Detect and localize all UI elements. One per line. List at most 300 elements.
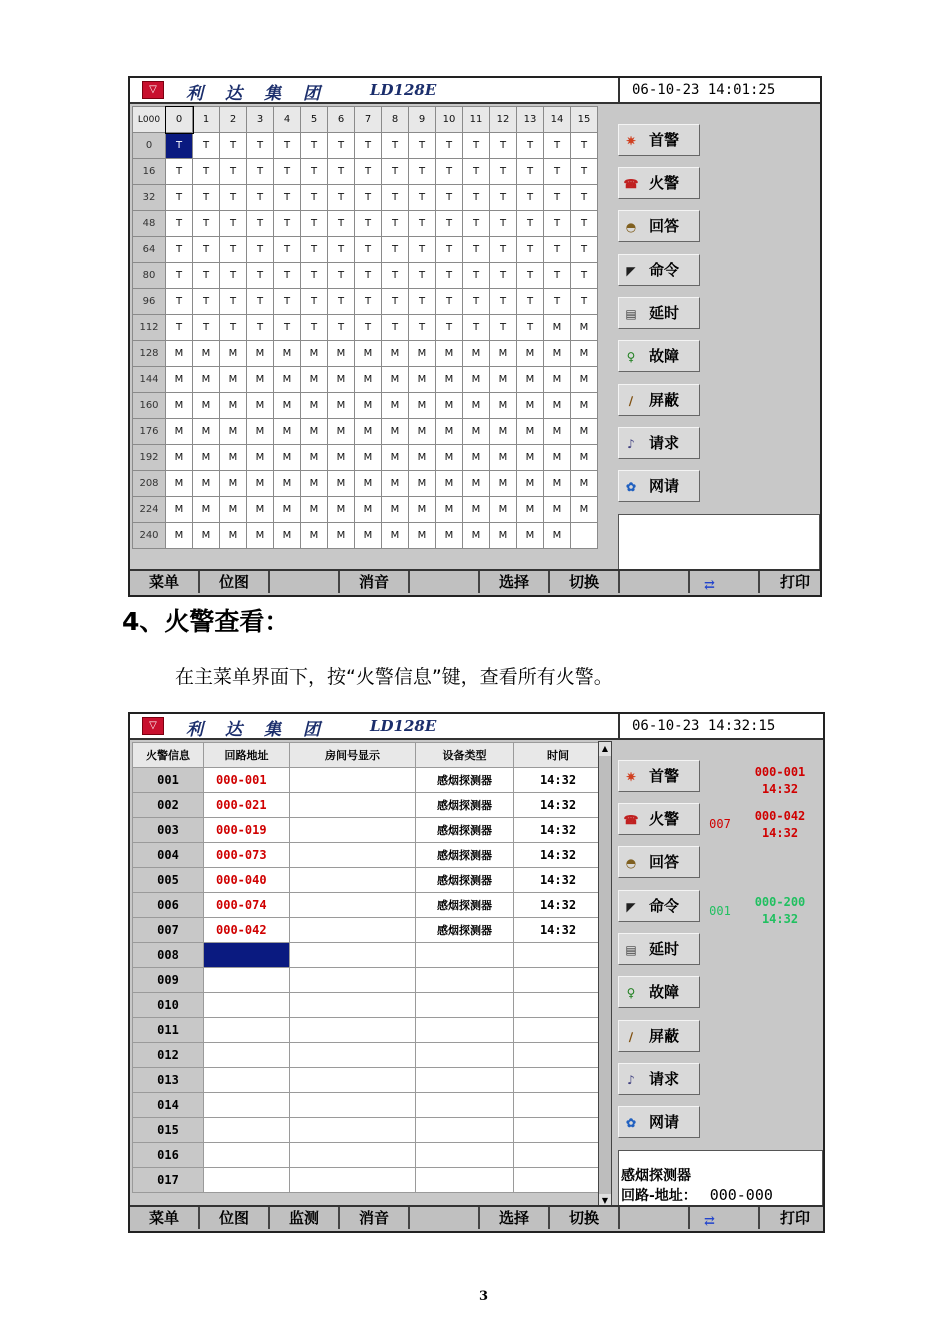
cell-no[interactable]: 016 [133,1143,204,1168]
grid-cell[interactable]: M [274,341,301,367]
grid-cell[interactable]: M [166,367,193,393]
grid-cell[interactable]: M [166,419,193,445]
toolbar-button-1[interactable]: 菜单 [130,1207,200,1229]
grid-cell[interactable]: M [220,445,247,471]
grid-cell[interactable]: M [220,497,247,523]
grid-cell[interactable]: M [274,419,301,445]
grid-cell[interactable]: T [409,159,436,185]
column-header[interactable]: 0 [166,107,193,133]
side-button-7[interactable] [618,384,700,416]
toolbar-button-2[interactable]: 位图 [200,1207,270,1229]
grid-cell[interactable]: T [166,289,193,315]
grid-cell[interactable]: M [436,419,463,445]
cell-time[interactable] [514,1043,603,1068]
cell-addr[interactable] [204,1043,290,1068]
side-button-9[interactable] [618,470,700,502]
grid-cell[interactable]: T [274,263,301,289]
grid-cell[interactable]: T [166,185,193,211]
cell-time[interactable]: 14:32 [514,793,603,818]
table-row[interactable] [133,1043,603,1068]
grid-cell[interactable]: M [220,367,247,393]
grid-cell[interactable]: M [409,367,436,393]
grid-cell[interactable]: T [382,237,409,263]
table-row[interactable] [133,1018,603,1043]
cell-dev[interactable]: 感烟探测器 [416,793,514,818]
grid-cell[interactable]: M [409,393,436,419]
side-button-3[interactable] [618,210,700,242]
grid-cell[interactable]: T [436,237,463,263]
toolbar-button-8[interactable] [620,1207,690,1229]
grid-cell[interactable]: M [193,367,220,393]
grid-cell[interactable]: T [193,211,220,237]
grid-cell[interactable]: T [166,159,193,185]
grid-cell[interactable]: T [436,133,463,159]
grid-cell[interactable]: M [571,367,598,393]
grid-cell[interactable]: T [382,133,409,159]
cell-no[interactable]: 011 [133,1018,204,1043]
table-row[interactable] [133,893,603,918]
grid-cell[interactable]: M [463,419,490,445]
grid-cell[interactable]: T [355,315,382,341]
grid-cell[interactable]: T [301,263,328,289]
grid-cell[interactable]: T [274,289,301,315]
toolbar-button-1[interactable]: 菜单 [130,571,200,593]
side-button-2[interactable] [618,167,700,199]
grid-cell[interactable]: T [166,237,193,263]
grid-cell[interactable]: M [436,445,463,471]
grid-cell[interactable]: M [247,419,274,445]
grid-cell[interactable]: M [166,393,193,419]
grid-cell[interactable]: M [517,341,544,367]
side-button-8[interactable] [618,1063,700,1095]
grid-cell[interactable]: M [193,523,220,549]
table-row[interactable] [133,793,603,818]
grid-cell[interactable]: M [571,341,598,367]
grid-cell[interactable]: M [193,471,220,497]
toolbar-button-10[interactable]: 打印 [760,1207,825,1229]
grid-cell[interactable]: T [247,289,274,315]
column-header[interactable]: 2 [220,107,247,133]
grid-cell[interactable]: M [517,445,544,471]
grid-cell[interactable]: M [301,471,328,497]
grid-cell[interactable]: T [544,133,571,159]
grid-cell[interactable]: T [193,133,220,159]
toolbar-button-2[interactable]: 位图 [200,571,270,593]
grid-cell[interactable]: T [193,185,220,211]
grid-cell[interactable]: M [436,367,463,393]
grid-cell[interactable]: T [517,211,544,237]
grid-cell[interactable]: T [409,185,436,211]
grid-cell[interactable]: M [355,445,382,471]
grid-cell[interactable]: M [220,419,247,445]
grid-cell[interactable]: T [301,133,328,159]
grid-cell[interactable]: M [220,523,247,549]
grid-cell[interactable]: T [247,263,274,289]
grid-cell[interactable]: T [490,237,517,263]
grid-cell[interactable]: M [301,367,328,393]
grid-cell[interactable]: M [247,471,274,497]
grid-cell[interactable]: M [409,419,436,445]
cell-dev[interactable]: 感烟探测器 [416,818,514,843]
cell-no[interactable]: 001 [133,768,204,793]
column-header[interactable]: 9 [409,107,436,133]
grid-cell[interactable]: M [409,341,436,367]
grid-cell[interactable]: M [382,367,409,393]
toolbar-button-5[interactable] [410,1207,480,1229]
column-header[interactable]: 3 [247,107,274,133]
column-header[interactable]: 14 [544,107,571,133]
cell-addr[interactable]: 000-001 [204,768,290,793]
grid-cell[interactable]: M [490,445,517,471]
grid-cell[interactable]: M [463,523,490,549]
cell-room[interactable] [290,1043,416,1068]
grid-cell[interactable]: M [436,497,463,523]
grid-cell[interactable]: M [517,419,544,445]
column-header[interactable]: 13 [517,107,544,133]
grid-cell[interactable]: T [220,289,247,315]
grid-cell[interactable]: T [544,159,571,185]
grid-cell[interactable]: M [274,497,301,523]
grid-cell[interactable]: M [463,497,490,523]
cell-dev[interactable]: 感烟探测器 [416,868,514,893]
cell-room[interactable] [290,818,416,843]
cell-room[interactable] [290,968,416,993]
grid-cell[interactable]: T [355,211,382,237]
grid-cell[interactable]: T [490,263,517,289]
cell-addr[interactable] [204,1143,290,1168]
grid-cell[interactable]: M [517,367,544,393]
grid-cell[interactable]: M [355,523,382,549]
grid-cell[interactable]: T [463,211,490,237]
grid-cell[interactable]: M [544,523,571,549]
grid-cell[interactable]: T [274,315,301,341]
cell-room[interactable] [290,993,416,1018]
grid-cell[interactable]: M [490,419,517,445]
grid-cell[interactable]: M [247,341,274,367]
grid-cell[interactable]: T [490,185,517,211]
grid-cell[interactable]: M [463,471,490,497]
grid-cell[interactable]: M [490,523,517,549]
grid-cell[interactable]: T [382,185,409,211]
grid-cell[interactable]: T [301,289,328,315]
side-button-3[interactable] [618,846,700,878]
grid-cell[interactable]: M [490,341,517,367]
column-header[interactable]: 8 [382,107,409,133]
cell-addr[interactable] [204,968,290,993]
table-row[interactable] [133,1118,603,1143]
grid-cell[interactable]: T [166,315,193,341]
toolbar-button-8[interactable] [620,571,690,593]
cell-time[interactable] [514,1018,603,1043]
grid-cell[interactable]: M [274,367,301,393]
cell-dev[interactable]: 感烟探测器 [416,893,514,918]
grid-cell[interactable]: T [382,211,409,237]
cell-addr[interactable] [204,993,290,1018]
grid-cell[interactable]: T [301,211,328,237]
grid-cell[interactable]: M [193,419,220,445]
grid-cell[interactable]: T [490,289,517,315]
grid-cell[interactable]: M [328,341,355,367]
table-row[interactable] [133,1143,603,1168]
grid-cell[interactable]: M [382,497,409,523]
grid-cell[interactable]: M [571,315,598,341]
cell-no[interactable]: 005 [133,868,204,893]
grid-cell[interactable]: M [382,445,409,471]
cell-addr[interactable] [204,1118,290,1143]
grid-cell[interactable]: M [355,393,382,419]
grid-cell[interactable]: T [490,159,517,185]
grid-cell[interactable]: T [220,211,247,237]
grid-cell[interactable]: T [436,185,463,211]
grid-cell[interactable]: T [274,211,301,237]
grid-cell[interactable]: T [517,263,544,289]
grid-cell[interactable]: M [301,393,328,419]
cell-addr[interactable]: 000-019 [204,818,290,843]
grid-cell[interactable]: T [571,159,598,185]
grid-cell[interactable]: T [544,289,571,315]
cell-room[interactable] [290,1018,416,1043]
grid-cell[interactable]: M [382,341,409,367]
grid-cell[interactable]: M [436,471,463,497]
cell-no[interactable]: 010 [133,993,204,1018]
scroll-up-icon[interactable]: ▲ [599,742,611,756]
cell-time[interactable] [514,1068,603,1093]
table-row[interactable] [133,843,603,868]
cell-time[interactable]: 14:32 [514,893,603,918]
cell-addr[interactable]: 000-042 [204,918,290,943]
cell-addr[interactable]: 000-040 [204,868,290,893]
grid-cell[interactable]: M [490,393,517,419]
grid-cell[interactable]: M [355,367,382,393]
grid-cell[interactable]: T [490,133,517,159]
grid-cell[interactable]: M [328,393,355,419]
column-header[interactable]: 5 [301,107,328,133]
grid-cell[interactable]: M [301,341,328,367]
table-row[interactable] [133,868,603,893]
grid-cell[interactable]: M [382,471,409,497]
grid-cell[interactable]: M [355,497,382,523]
grid-cell[interactable]: T [220,237,247,263]
table-row[interactable] [133,768,603,793]
column-header[interactable]: 11 [463,107,490,133]
cell-room[interactable] [290,843,416,868]
table-row[interactable] [133,968,603,993]
grid-cell[interactable]: M [193,497,220,523]
column-header[interactable]: 12 [490,107,517,133]
grid-cell[interactable]: T [274,133,301,159]
grid-cell[interactable]: T [193,159,220,185]
cell-dev[interactable] [416,993,514,1018]
toolbar-button-7[interactable]: 切换 [550,1207,620,1229]
cell-addr[interactable]: 000-074 [204,893,290,918]
grid-cell[interactable]: M [517,523,544,549]
grid-cell[interactable]: T [193,315,220,341]
grid-cell[interactable]: T [220,185,247,211]
grid-cell[interactable]: T [220,133,247,159]
grid-cell[interactable]: T [409,211,436,237]
toolbar-button-7[interactable]: 切换 [550,571,620,593]
grid-cell[interactable]: T [517,315,544,341]
grid-cell[interactable]: M [301,419,328,445]
grid-cell[interactable]: M [490,471,517,497]
grid-cell[interactable]: T [463,263,490,289]
toolbar-button-6[interactable]: 选择 [480,571,550,593]
grid-cell[interactable]: M [544,315,571,341]
toolbar-button-4[interactable]: 消音 [340,571,410,593]
side-button-4[interactable] [618,254,700,286]
grid-cell[interactable]: T [517,289,544,315]
grid-cell[interactable]: M [220,341,247,367]
grid-cell[interactable]: M [490,497,517,523]
table-row[interactable] [133,918,603,943]
grid-cell[interactable]: T [247,159,274,185]
grid-cell[interactable]: M [274,445,301,471]
cell-no[interactable]: 006 [133,893,204,918]
grid-cell[interactable]: T [166,133,193,159]
grid-cell[interactable]: M [247,523,274,549]
grid-cell[interactable]: T [571,211,598,237]
grid-cell[interactable]: M [247,497,274,523]
grid-cell[interactable]: T [355,133,382,159]
table-row[interactable] [133,1068,603,1093]
grid-cell[interactable]: M [355,471,382,497]
grid-cell[interactable]: M [544,393,571,419]
table-row[interactable] [133,943,603,968]
grid-cell[interactable]: T [193,263,220,289]
cell-no[interactable]: 017 [133,1168,204,1193]
grid-cell[interactable]: T [328,315,355,341]
toolbar-button-10[interactable]: 打印 [760,571,822,593]
cell-time[interactable]: 14:32 [514,818,603,843]
grid-cell[interactable]: T [463,185,490,211]
column-header[interactable]: 4 [274,107,301,133]
cell-dev[interactable] [416,1118,514,1143]
grid-cell[interactable]: T [409,315,436,341]
grid-cell[interactable]: M [328,523,355,549]
cell-no[interactable]: 003 [133,818,204,843]
grid-cell[interactable]: T [571,133,598,159]
cell-addr[interactable]: 000-021 [204,793,290,818]
grid-cell[interactable]: T [328,263,355,289]
cell-dev[interactable] [416,1043,514,1068]
grid-cell[interactable]: T [409,289,436,315]
cell-time[interactable] [514,1143,603,1168]
cell-dev[interactable] [416,1168,514,1193]
grid-cell[interactable]: M [544,497,571,523]
grid-cell[interactable]: M [409,497,436,523]
grid-cell[interactable]: T [436,211,463,237]
grid-cell[interactable]: T [166,263,193,289]
grid-cell[interactable]: M [571,393,598,419]
cell-addr[interactable] [204,1018,290,1043]
grid-cell[interactable]: M [517,471,544,497]
grid-cell[interactable]: T [544,237,571,263]
grid-cell[interactable]: T [220,159,247,185]
grid-cell[interactable]: M [166,523,193,549]
grid-cell[interactable]: M [274,393,301,419]
grid-cell[interactable]: M [328,471,355,497]
cell-room[interactable] [290,1143,416,1168]
grid-cell[interactable]: M [166,471,193,497]
cell-dev[interactable] [416,1143,514,1168]
scrollbar[interactable] [598,741,612,1209]
cell-time[interactable] [514,1093,603,1118]
grid-cell[interactable]: T [463,289,490,315]
grid-cell[interactable]: T [247,133,274,159]
table-row[interactable] [133,818,603,843]
grid-cell[interactable]: T [355,159,382,185]
grid-cell[interactable]: M [328,367,355,393]
cell-room[interactable] [290,893,416,918]
grid-cell[interactable]: T [517,185,544,211]
grid-cell[interactable]: M [571,445,598,471]
grid-cell[interactable]: T [436,315,463,341]
grid-cell[interactable]: T [247,211,274,237]
cell-no[interactable]: 012 [133,1043,204,1068]
grid-cell[interactable]: M [463,341,490,367]
grid-cell[interactable]: M [436,523,463,549]
grid-cell[interactable]: M [247,445,274,471]
grid-cell[interactable]: T [193,289,220,315]
grid-cell[interactable]: M [247,393,274,419]
scroll-down-icon[interactable]: ▼ [599,1194,611,1208]
grid-cell[interactable]: M [355,341,382,367]
grid-cell[interactable]: M [571,497,598,523]
grid-cell[interactable]: T [571,185,598,211]
grid-cell[interactable]: M [328,445,355,471]
grid-cell[interactable]: T [328,289,355,315]
grid-cell[interactable]: T [463,237,490,263]
grid-cell[interactable]: T [328,237,355,263]
cell-no[interactable]: 002 [133,793,204,818]
grid-cell[interactable]: T [247,315,274,341]
grid-cell[interactable]: T [544,185,571,211]
grid-cell[interactable]: T [544,211,571,237]
cell-room[interactable] [290,1068,416,1093]
grid-cell[interactable]: T [382,159,409,185]
grid-cell[interactable]: T [463,133,490,159]
cell-no[interactable]: 013 [133,1068,204,1093]
grid-cell[interactable]: M [166,445,193,471]
cell-no[interactable]: 015 [133,1118,204,1143]
grid-cell[interactable]: T [544,263,571,289]
toolbar-button-9[interactable] [690,571,760,593]
grid-cell[interactable]: M [220,393,247,419]
grid-cell[interactable]: M [463,367,490,393]
side-button-6[interactable] [618,976,700,1008]
grid-cell[interactable]: T [274,185,301,211]
grid-cell[interactable]: T [490,211,517,237]
cell-time[interactable] [514,1168,603,1193]
grid-cell[interactable]: T [355,263,382,289]
grid-cell[interactable]: T [355,289,382,315]
cell-dev[interactable] [416,1093,514,1118]
grid-cell[interactable]: T [328,211,355,237]
toolbar-button-3[interactable] [270,571,340,593]
grid-cell[interactable]: T [166,211,193,237]
grid-cell[interactable]: M [463,393,490,419]
side-button-4[interactable] [618,890,700,922]
toolbar-button-3[interactable]: 监测 [270,1207,340,1229]
grid-cell[interactable]: T [436,159,463,185]
grid-cell[interactable]: M [328,419,355,445]
cell-time[interactable]: 14:32 [514,918,603,943]
grid-cell[interactable]: M [166,497,193,523]
grid-cell[interactable]: T [436,263,463,289]
grid-cell[interactable]: M [571,471,598,497]
grid-cell[interactable]: T [517,237,544,263]
grid-cell[interactable]: M [571,419,598,445]
